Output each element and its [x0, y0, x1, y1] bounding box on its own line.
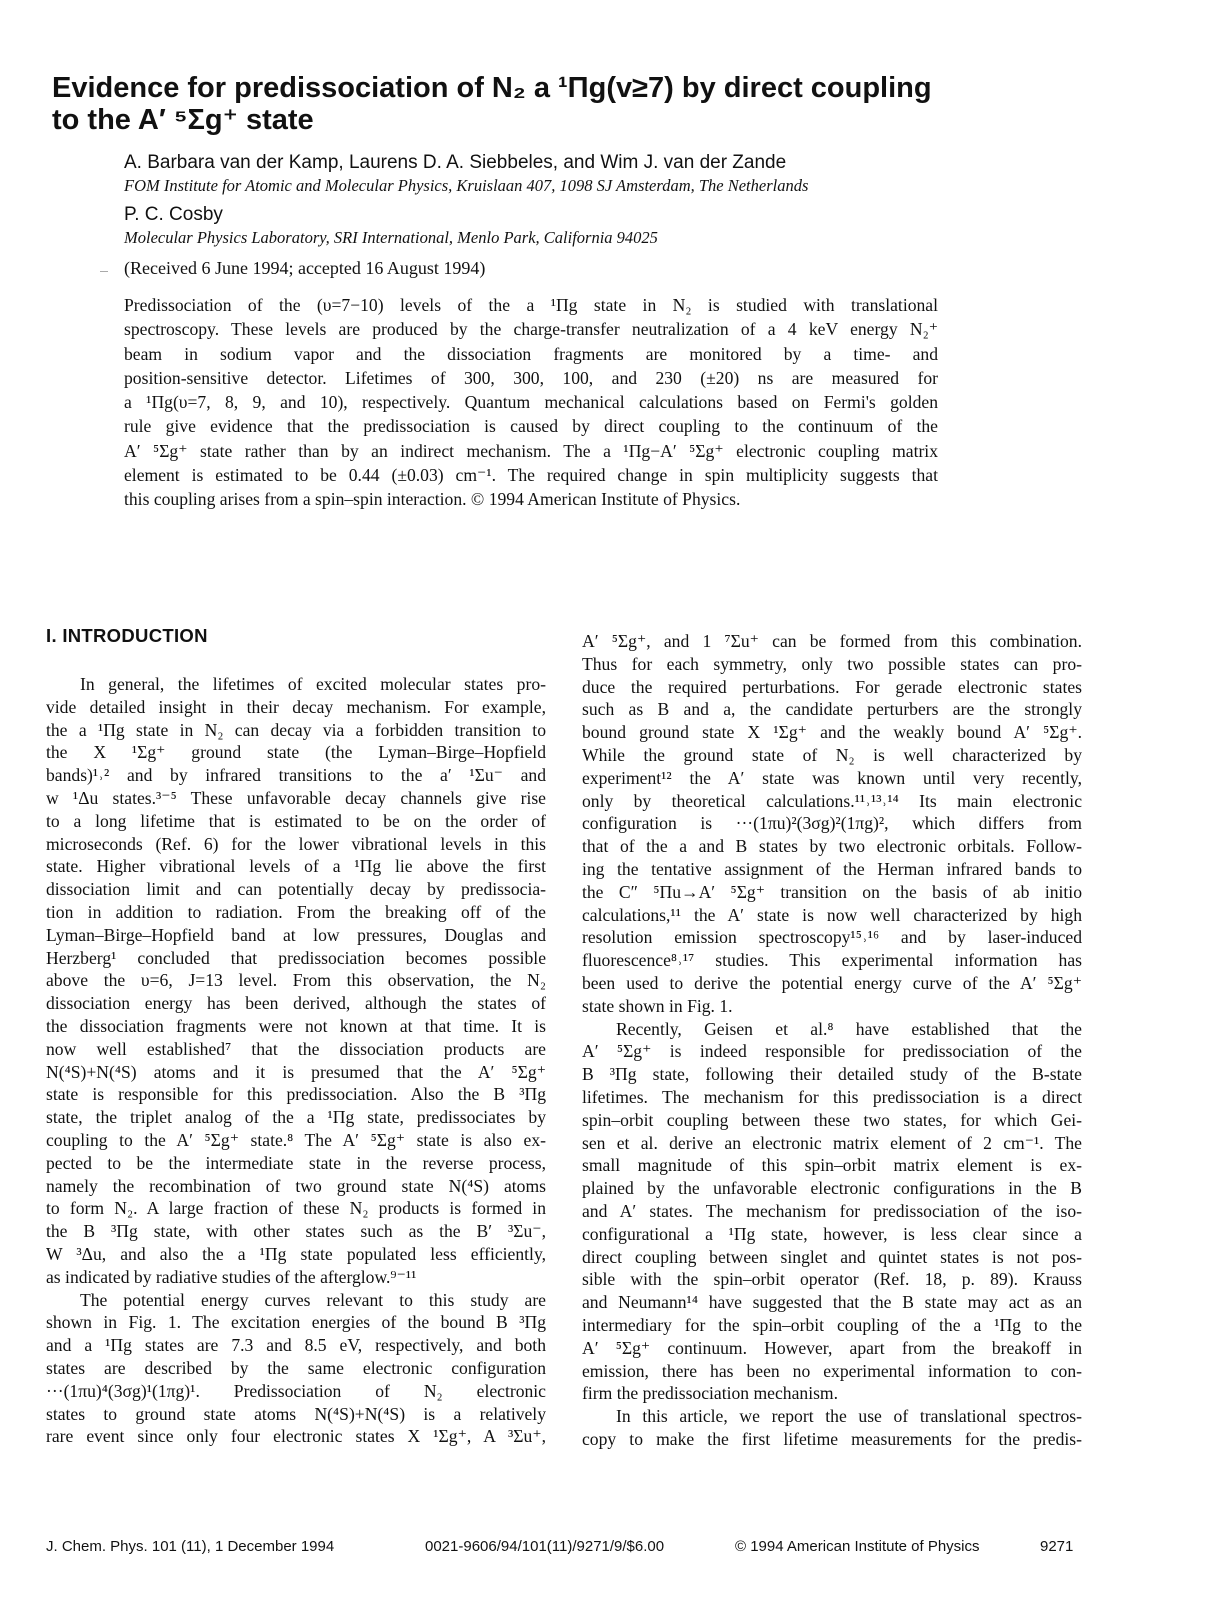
- author-list-1: A. Barbara van der Kamp, Laurens D. A. Siebbeles, and Wim J. van der Zande: [124, 152, 787, 173]
- section-heading: I. INTRODUCTION: [46, 625, 208, 646]
- right-column-line: bound ground state X ¹Σg⁺ and the weakly bound A′ ⁵Σg⁺.: [582, 722, 1082, 743]
- left-column-line: bands)¹˒² and by infrared transitions to the a′ ¹Σu⁻ and: [46, 765, 546, 786]
- footer-journal: J. Chem. Phys. 101 (11), 1 December 1994: [46, 1538, 335, 1555]
- right-column-line: emission, there has been no experimental information to con-: [582, 1360, 1082, 1381]
- right-column-line: fluorescence⁸˒¹⁷ studies. This experimental information has: [582, 950, 1082, 971]
- right-column-line: Thus for each symmetry, only two possible states can pro-: [582, 653, 1082, 674]
- right-column-line: experiment¹² the A′ state was known until very recently,: [582, 767, 1082, 788]
- left-column-line: The potential energy curves relevant to this study are: [80, 1289, 546, 1310]
- right-column-line: spin–orbit coupling between these two states, for which Gei-: [582, 1109, 1082, 1130]
- left-column-line: coupling to the A′ ⁵Σg⁺ state.⁸ The A′ ⁵Σg⁺ state is also ex-: [46, 1129, 546, 1150]
- received-date: (Received 6 June 1994; accepted 16 August 1994): [124, 258, 486, 278]
- right-column-line: sible with the spin–orbit operator (Ref. 18, p. 89). Krauss: [582, 1269, 1082, 1290]
- abstract-line: rule give evidence that the predissociation is caused by direct coupling to the continuum of the: [124, 416, 938, 437]
- right-column-line: configurational a ¹Πg state, however, is less clear since a: [582, 1223, 1082, 1244]
- left-column-line: namely the recombination of two ground state N(⁴S) atoms: [46, 1175, 546, 1196]
- right-column-line: and Neumann¹⁴ have suggested that the B state may act as an: [582, 1292, 1082, 1313]
- footer-code: 0021-9606/94/101(11)/9271/9/$6.00: [425, 1538, 665, 1555]
- abstract-line: A′ ⁵Σg⁺ state rather than by an indirect mechanism. The a ¹Πg−A′ ⁵Σg⁺ electronic coupling matrix: [124, 440, 938, 461]
- right-column-line: sen et al. derive an electronic matrix element of 2 cm⁻¹. The: [582, 1132, 1082, 1153]
- affiliation-2: Molecular Physics Laboratory, SRI International, Menlo Park, California 94025: [124, 228, 658, 247]
- right-column-line: A′ ⁵Σg⁺, and 1 ⁷Σu⁺ can be formed from this combination.: [582, 631, 1082, 651]
- right-column-line: ing the tentative assignment of the Herman infrared bands to: [582, 858, 1082, 879]
- right-column-line: plained by the unfavorable electronic configurations in the B: [582, 1178, 1082, 1199]
- right-column-line: In this article, we report the use of translational spectros-: [616, 1406, 1082, 1427]
- left-column-line: w ¹Δu states.³⁻⁵ These unfavorable decay channels give rise: [46, 787, 546, 808]
- right-column-line: been used to derive the potential energy curve of the A′ ⁵Σg⁺: [582, 972, 1082, 993]
- left-column-line: pected to be the intermediate state in the reverse process,: [46, 1152, 546, 1173]
- left-column-line: tion in addition to radiation. From the breaking off of the: [46, 901, 546, 922]
- abstract-line: position-sensitive detector. Lifetimes of 300, 300, 100, and 230 (±20) ns are measured for: [124, 367, 938, 388]
- right-column-line: duce the required perturbations. For gerade electronic states: [582, 676, 1082, 697]
- left-column-line: the dissociation fragments were not known at that time. It is: [46, 1015, 546, 1036]
- right-column-line: intermediary for the spin–orbit coupling of the a ¹Πg to the: [582, 1314, 1082, 1335]
- left-column-line: dissociation limit and can potentially decay by predissocia-: [46, 879, 546, 900]
- left-column-line: now well established⁷ that the dissociation products are: [46, 1038, 546, 1059]
- right-column: [582, 630, 1082, 1451]
- left-column-line: to form N₂. A large fraction of these N₂ products is formed in: [46, 1198, 546, 1219]
- paper-title: [52, 72, 992, 136]
- left-column-line: Herzberg¹ concluded that predissociation becomes possible: [46, 947, 546, 968]
- left-column-line: to a long lifetime that is estimated to be on the order of: [46, 810, 546, 831]
- left-column-line: N(⁴S)+N(⁴S) atoms and it is presumed that the A′ ⁵Σg⁺: [46, 1061, 546, 1082]
- right-column-line: firm the predissociation mechanism.: [582, 1383, 839, 1404]
- right-column-line: A′ ⁵Σg⁺ continuum. However, apart from the breakoff in: [582, 1337, 1082, 1358]
- right-column-line: direct coupling between singlet and quintet states is not pos-: [582, 1246, 1082, 1267]
- right-column-line: small magnitude of this spin–orbit matrix element is ex-: [582, 1155, 1082, 1176]
- left-column-line: the a ¹Πg state in N₂ can decay via a forbidden transition to: [46, 719, 546, 740]
- footer-page-number: 9271: [1040, 1538, 1074, 1555]
- left-column-line: microseconds (Ref. 6) for the lower vibrational levels in this: [46, 833, 546, 854]
- left-column-line: the B ³Πg state, with other states such as the B′ ³Σu⁻,: [46, 1221, 546, 1242]
- right-column-line: lifetimes. The mechanism for this predissociation is a direct: [582, 1086, 1082, 1107]
- right-column-line: the C″ ⁵Πu→A′ ⁵Σg⁺ transition on the basis of ab initio: [582, 881, 1082, 902]
- right-column-line: resolution emission spectroscopy¹⁵˒¹⁶ and by laser-induced: [582, 927, 1082, 948]
- right-column-line: that of the a and B states by two electronic orbitals. Follow-: [582, 836, 1082, 857]
- left-column-line: state, the triplet analog of the a ¹Πg state, predissociates by: [46, 1107, 546, 1128]
- left-column-line: In general, the lifetimes of excited molecular states pro-: [80, 674, 546, 694]
- left-column-line: above the υ=6, J=13 level. From this observation, the N₂: [46, 970, 546, 991]
- left-column: [46, 673, 546, 1448]
- right-column-line: A′ ⁵Σg⁺ is indeed responsible for predissociation of the: [582, 1041, 1082, 1062]
- left-column-line: and a ¹Πg states are 7.3 and 8.5 eV, respectively, and both: [46, 1335, 546, 1356]
- left-column-line: shown in Fig. 1. The excitation energies of the bound B ³Πg: [46, 1312, 546, 1333]
- right-column-line: and A′ states. The mechanism for predissociation of the iso-: [582, 1200, 1082, 1221]
- left-column-line: states are described by the same electronic configuration: [46, 1357, 546, 1378]
- right-column-line: copy to make the first lifetime measurements for the predis-: [582, 1428, 1082, 1449]
- author-list-2: P. C. Cosby: [124, 204, 223, 225]
- left-column-line: states to ground state atoms N(⁴S)+N(⁴S) is a relatively: [46, 1403, 546, 1424]
- left-column-line: the X ¹Σg⁺ ground state (the Lyman–Birge–Hopfield: [46, 742, 546, 763]
- left-column-line: Lyman–Birge–Hopfield band at low pressures, Douglas and: [46, 924, 546, 945]
- abstract-line: beam in sodium vapor and the dissociation fragments are monitored by a time- and: [124, 343, 938, 364]
- title-line-2: to the A′ ⁵Σg⁺ state: [52, 104, 314, 136]
- left-column-line: dissociation energy has been derived, although the states of: [46, 993, 546, 1014]
- right-column-line: configuration is ···(1πu)²(3σg)²(1πg)², which differs from: [582, 813, 1082, 834]
- right-column-line: state shown in Fig. 1.: [582, 995, 733, 1016]
- left-column-line: ···(1πu)⁴(3σg)¹(1πg)¹. Predissociation of N₂ electronic: [46, 1380, 546, 1401]
- affiliation-1: FOM Institute for Atomic and Molecular Physics, Kruislaan 407, 1098 SJ Amsterdam, The Netherlands: [124, 176, 809, 195]
- abstract-line: element is estimated to be 0.44 (±0.03) cm⁻¹. The required change in spin multiplicity suggests that: [124, 465, 938, 486]
- right-column-line: Recently, Geisen et al.⁸ have established that the: [616, 1018, 1082, 1039]
- left-column-line: state. Higher vibrational levels of a ¹Πg lie above the first: [46, 856, 546, 877]
- abstract-line: a ¹Πg(υ=7, 8, 9, and 10), respectively. Quantum mechanical calculations based on Fermi's golden: [124, 392, 938, 413]
- left-column-line: rare event since only four electronic states X ¹Σg⁺, A ³Σu⁺,: [46, 1426, 546, 1447]
- abstract-line: Predissociation of the (υ=7−10) levels of the a ¹Πg state in N₂ is studied with translational: [124, 295, 938, 315]
- right-column-line: While the ground state of N₂ is well characterized by: [582, 744, 1082, 765]
- right-column-line: such as B and a, the candidate perturbers are the strongly: [582, 699, 1082, 720]
- footer-copyright: © 1994 American Institute of Physics: [735, 1538, 980, 1555]
- abstract-line: this coupling arises from a spin–spin interaction. © 1994 American Institute of Physics.: [124, 489, 741, 510]
- left-column-line: state is responsible for this predissociation. Also the B ³Πg: [46, 1084, 546, 1105]
- left-column-line: W ³Δu, and also the a ¹Πg state populated less efficiently,: [46, 1243, 546, 1264]
- right-column-line: calculations,¹¹ the A′ state is now well characterized by high: [582, 904, 1082, 925]
- right-column-line: B ³Πg state, following their detailed study of the B-state: [582, 1064, 1082, 1085]
- abstract-line: spectroscopy. These levels are produced by the charge-transfer neutralization of a 4 keV energy N₂⁺: [124, 319, 938, 340]
- abstract: [124, 293, 938, 512]
- left-column-line: vide detailed insight in their decay mechanism. For example,: [46, 696, 546, 717]
- right-column-line: only by theoretical calculations.¹¹˒¹³˒¹⁴ Its main electronic: [582, 790, 1082, 811]
- margin-mark: [100, 271, 108, 272]
- left-column-line: as indicated by radiative studies of the afterglow.⁹⁻¹¹: [46, 1266, 417, 1287]
- title-line-1: Evidence for predissociation of N₂ a ¹Πg(v≥7) by direct coupling: [52, 72, 932, 104]
